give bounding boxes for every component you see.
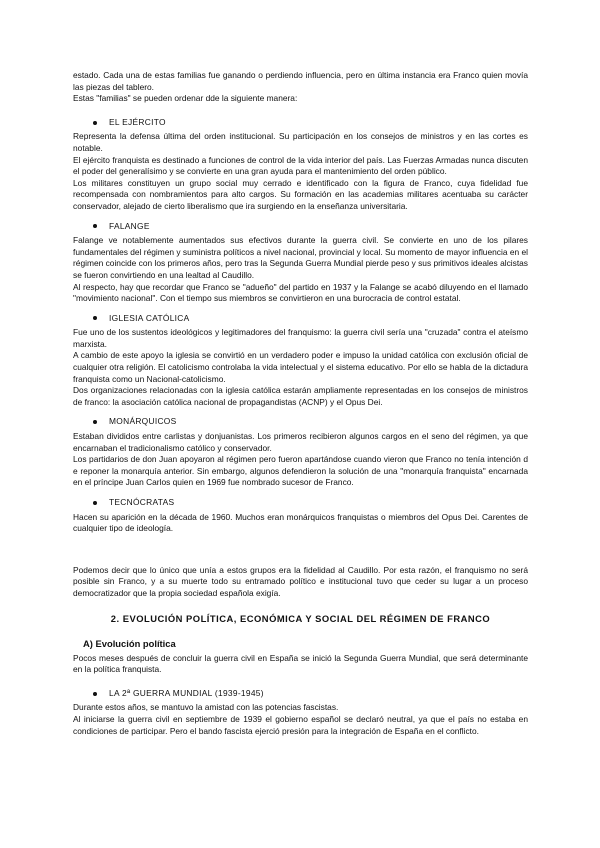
conclusion-paragraph: Podemos decir que lo único que unía a estos grupos era la fidelidad al Caudillo. Por esta razón, el franquismo no será posible sin Franco, y a su muerte todo su entramado político e institucional tuvo que ceder su lugar a un proceso democratizador que la propia sociedad española exigía.: [73, 564, 528, 598]
family-paragraph: Los partidarios de don Juan apoyaron al régimen pero fueron apartándose cuando vieron que Franco no tenía intención d e reponer la monarquía anterior. Sin embargo, algunos defendieron la solución de una "monarquía franquista" encarnada en el príncipe Juan Carlos quien en 1969 fue nombrado sucesor de Franco.: [73, 454, 528, 488]
war-section: [73, 688, 528, 737]
family-title: TECNÓCRATAS: [109, 497, 175, 507]
family-paragraph: Hacen su aparición en la década de 1960. Muchos eran monárquicos franquistas o miembros del Opus Dei. Carentes de cualquier tipo de ideología.: [73, 511, 528, 534]
family-paragraph: Dos organizaciones relacionadas con la iglesia católica estarán ampliamente representadas en los consejos de ministros de franco: la asociación católica nacional de propagandistas (ACNP) y el Opus Dei.: [73, 385, 528, 407]
section-intro-paragraph: Pocos meses después de concluir la guerra civil en España se inició la Segunda Guerra Mundial, que será determinante en la política franquista.: [73, 652, 528, 675]
family-paragraph: A cambio de este apoyo la iglesia se convirtió en un verdadero poder e impuso la unidad católica con exclusión oficial de cualquier otra religión. El catolicismo controlaba la vida intelectual y el sistema educativo. Por ello se habla de la dictadura franquista como un Nacional-catolicismo.: [73, 350, 528, 384]
section-heading: 2. EVOLUCIÓN POLÍTICA, ECONÓMICA Y SOCIAL DEL RÉGIMEN DE FRANCO: [110, 612, 491, 624]
bullet-heading: [93, 688, 528, 700]
family-paragraph: El ejército franquista es destinado a funciones de control de la vida interior del país. Las Fuerzas Armadas nunca discuten el poder del generalísimo y se convierte en una gran ayuda para el mantenimiento del orden público.: [73, 154, 528, 177]
war-paragraph: Al iniciarse la guerra civil en septiembre de 1939 el gobierno español se declaró neutral, ya que el país no estaba en condiciones de participar. Pero el bando fascista ejerció presión para la integración de España en el conflicto.: [73, 713, 528, 736]
bullet-dot-icon: [93, 316, 97, 320]
bullet-dot-icon: [93, 692, 97, 696]
family-paragraph: Fue uno de los sustentos ideológicos y legitimadores del franquismo: la guerra civil sería una "cruzada" contra el ateísmo marxista.: [73, 327, 528, 349]
subsection-heading: A) Evolución política: [83, 637, 176, 649]
bullet-heading: [93, 117, 528, 129]
intro-paragraph-2: Estas "familias" se pueden ordenar dde la siguiente manera:: [73, 93, 298, 104]
bullet-heading: [93, 497, 528, 509]
bullet-heading: [93, 313, 528, 325]
bullet-heading: [93, 416, 528, 428]
war-paragraph: Durante estos años, se mantuvo la amistad con las potencias fascistas.: [73, 702, 339, 713]
family-paragraph: Representa la defensa última del orden institucional. Su participación en los consejos de ministros y en las cortes es notable.: [73, 131, 528, 153]
family-section-iglesia: [73, 313, 528, 409]
family-title: IGLESIA CATÓLICA: [109, 312, 190, 323]
family-section-tecnocratas: [73, 497, 528, 535]
war-title: LA 2ª GUERRA MUNDIAL (1939-1945): [109, 687, 264, 698]
family-paragraph: Al respecto, hay que recordar que Franco se "adueño" del partido en 1937 y la Falange se acabó diluyendo en el llamado "movimiento nacional". Con el tiempo sus miembros se convirtieron en una burocracia de control estatal.: [73, 281, 528, 304]
family-title: MONÁRQUICOS: [109, 416, 177, 427]
family-section-monarquicos: [73, 416, 528, 489]
family-section-falange: [73, 221, 528, 305]
family-paragraph: Estaban divididos entre carlistas y donjuanistas. Los primeros recibieron algunos cargos en el seno del régimen, ya que encarnaban el tradicionalismo católico y conservador.: [73, 431, 528, 453]
bullet-heading: [93, 221, 528, 233]
family-paragraph: Los militares constituyen un grupo social muy cerrado e identificado con la figura de Franco, cuya fidelidad fue recompensada con nombramientos para alto cargos. Su formación en las academias militares acentuaba su carácter conservador, alejado de cierto liberalismo que ira surgiendo en la enseñanza universitaria.: [73, 177, 528, 211]
bullet-dot-icon: [93, 224, 97, 228]
family-title: EL EJÉRCITO: [109, 116, 166, 127]
family-title: FALANGE: [109, 220, 150, 231]
family-paragraph: Falange ve notablemente aumentados sus efectivos durante la guerra civil. Se convierte en uno de los pilares fundamentales del régimen y suministra políticos a nivel nacional, provincial y local. Su momento de mayor influencia en el régimen coincide con los primeros años, pero tras la Segunda Guerra Mundial pierde peso y sus primitivos ideales alcistas se fueron convirtiendo en una lealtad al Caudillo.: [73, 235, 528, 280]
bullet-dot-icon: [93, 121, 97, 125]
bullet-dot-icon: [93, 501, 97, 505]
intro-paragraph-1: estado. Cada una de estas familias fue ganando o perdiendo influencia, pero en última instancia era Franco quien movía las piezas del tablero.: [73, 70, 528, 92]
family-section-ejercito: [73, 117, 528, 213]
bullet-dot-icon: [93, 420, 97, 424]
